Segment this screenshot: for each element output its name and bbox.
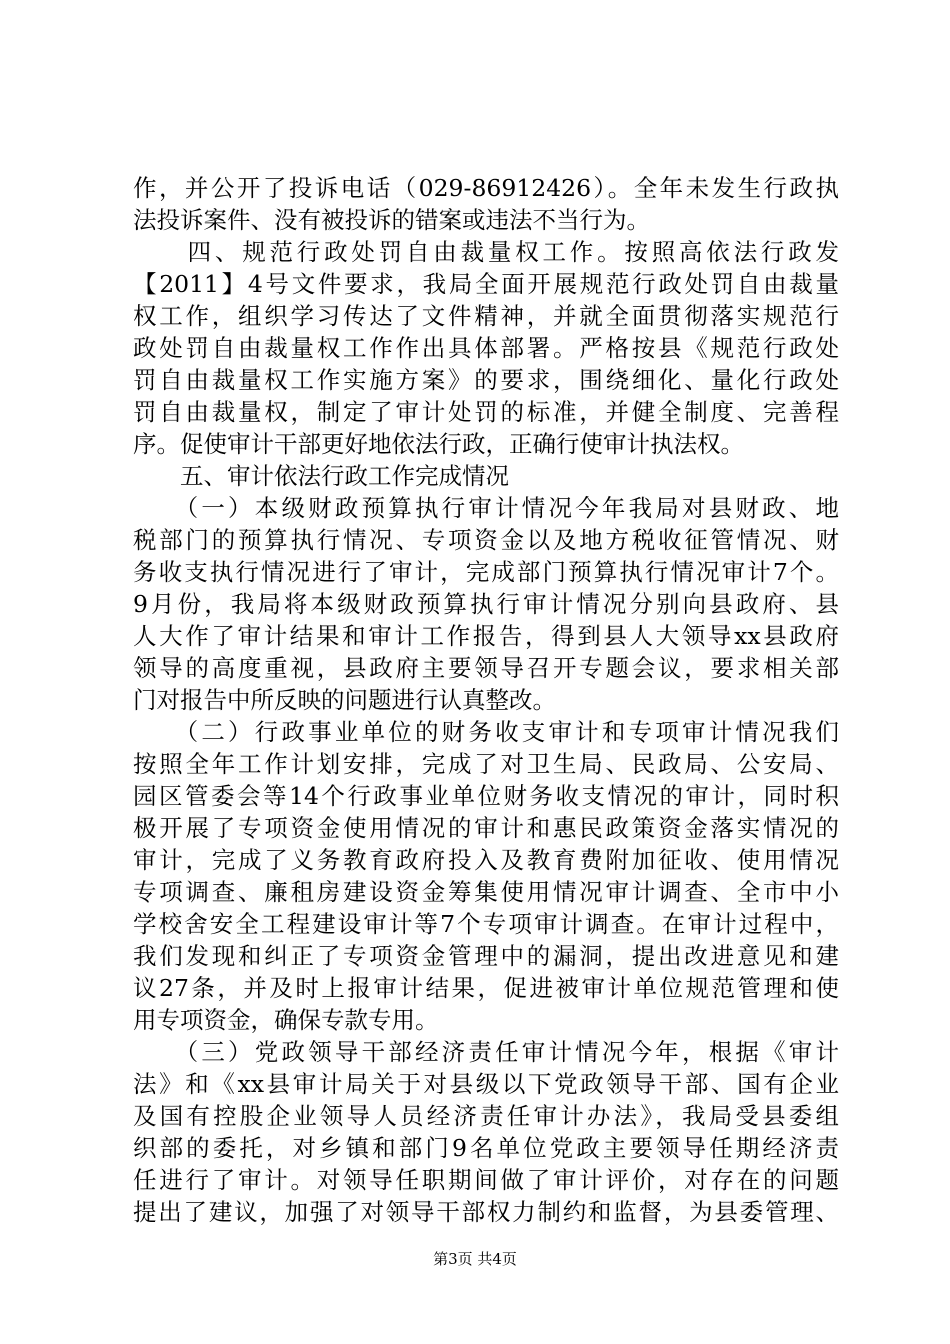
body-line: 法》和《xx县审计局关于对县级以下党政领导干部、国有企业: [133, 1070, 839, 1098]
body-line: 政处罚自由裁量权工作作出具体部署。严格按县《规范行政处: [133, 334, 839, 362]
body-line: 务收支执行情况进行了审计，完成部门预算执行情况审计7个。: [133, 558, 839, 586]
body-line: 【2011】4号文件要求，我局全面开展规范行政处罚自由裁量: [133, 270, 839, 298]
body-line: 序。促使审计干部更好地依法行政，正确行使审计执法权。: [133, 430, 744, 458]
body-line: 园区管委会等14个行政事业单位财务收支情况的审计，同时积: [133, 782, 839, 810]
body-line: 议27条，并及时上报审计结果，促进被审计单位规范管理和使: [133, 974, 839, 1002]
body-line: 及国有控股企业领导人员经济责任审计办法》，我局受县委组: [133, 1102, 839, 1130]
body-line: 专项调查、廉租房建设资金筹集使用情况审计调查、全市中小: [133, 878, 839, 906]
body-line: 学校舍安全工程建设审计等7个专项审计调查。在审计过程中，: [133, 910, 839, 938]
body-line: （一）本级财政预算执行审计情况今年我局对县财政、地: [133, 494, 839, 522]
body-line: 提出了建议，加强了对领导干部权力制约和监督，为县委管理、: [133, 1198, 839, 1226]
body-line: 权工作，组织学习传达了文件精神，并就全面贯彻落实规范行: [133, 302, 839, 330]
body-line: 人大作了审计结果和审计工作报告，得到县人大领导xx县政府: [133, 622, 839, 650]
body-line: 税部门的预算执行情况、专项资金以及地方税收征管情况、财: [133, 526, 839, 554]
body-line: 法投诉案件、没有被投诉的错案或违法不当行为。: [133, 206, 650, 234]
body-line: 极开展了专项资金使用情况的审计和惠民政策资金落实情况的: [133, 814, 839, 842]
body-line: 我们发现和纠正了专项资金管理中的漏洞，提出改进意见和建: [133, 942, 839, 970]
body-line: 门对报告中所反映的问题进行认真整改。: [133, 686, 556, 714]
document-body: [133, 172, 839, 1228]
body-line: 按照全年工作计划安排，完成了对卫生局、民政局、公安局、: [133, 750, 839, 778]
body-line: 作，并公开了投诉电话（029-86912426）。全年未发生行政执: [133, 174, 839, 202]
body-line: 任进行了审计。对领导任职期间做了审计评价，对存在的问题: [133, 1166, 839, 1194]
body-line: 用专项资金，确保专款专用。: [133, 1006, 439, 1034]
body-line: 五、审计依法行政工作完成情况: [133, 462, 509, 490]
body-line: 审计，完成了义务教育政府投入及教育费附加征收、使用情况: [133, 846, 839, 874]
page-footer: 第3页 共4页: [433, 1250, 517, 1268]
body-line: 领导的高度重视，县政府主要领导召开专题会议，要求相关部: [133, 654, 839, 682]
body-line: （三）党政领导干部经济责任审计情况今年，根据《审计: [133, 1038, 839, 1066]
body-line: 织部的委托，对乡镇和部门9名单位党政主要领导任期经济责: [133, 1134, 839, 1162]
body-line: 罚自由裁量权工作实施方案》的要求，围绕细化、量化行政处: [133, 366, 839, 394]
body-line: 四、规范行政处罚自由裁量权工作。按照高依法行政发: [133, 238, 839, 266]
body-line: 9月份，我局将本级财政预算执行审计情况分别向县政府、县: [133, 590, 839, 618]
body-line: 罚自由裁量权，制定了审计处罚的标准，并健全制度、完善程: [133, 398, 839, 426]
body-line: （二）行政事业单位的财务收支审计和专项审计情况我们: [133, 718, 839, 746]
